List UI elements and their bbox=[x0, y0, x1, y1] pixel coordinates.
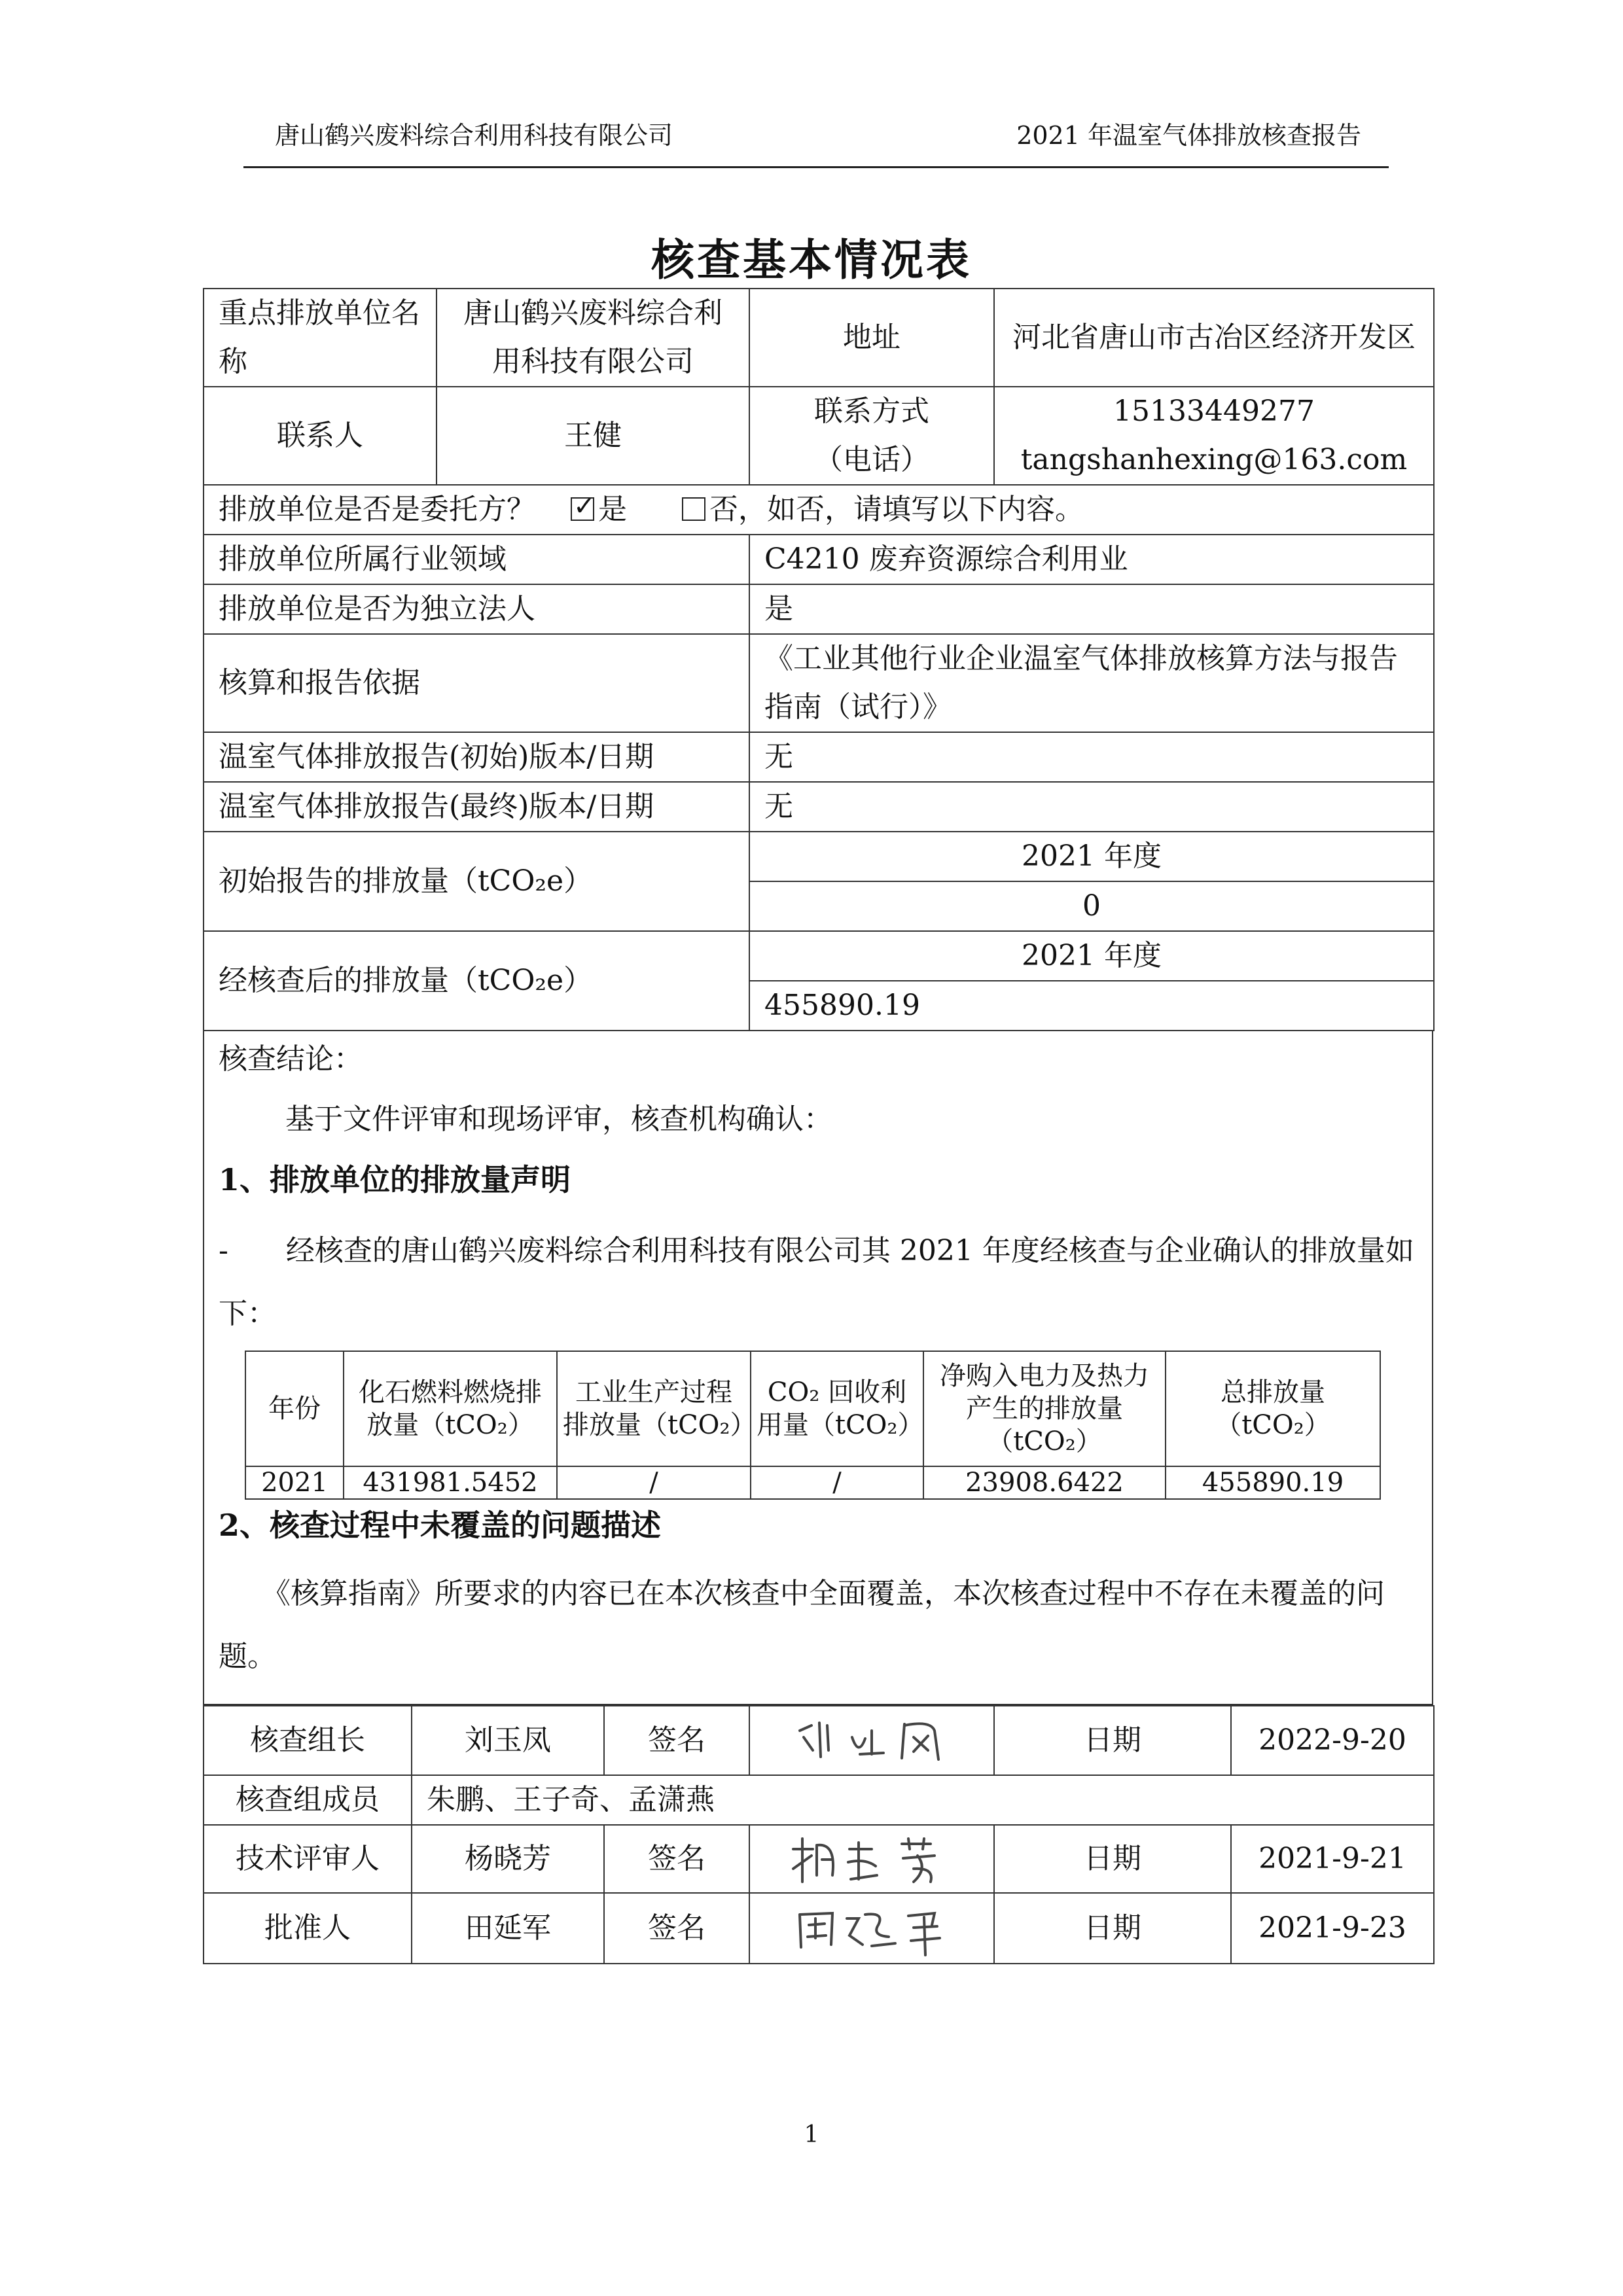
initial-value: 0 bbox=[749, 881, 1434, 931]
basis-value: 《工业其他行业企业温室气体排放核算方法与报告指南（试行）》 bbox=[749, 634, 1434, 732]
approver-date: 2021-9-23 bbox=[1231, 1893, 1434, 1964]
address-value: 河北省唐山市古冶区经济开发区 bbox=[994, 289, 1434, 387]
initial-year: 2021 年度 bbox=[749, 832, 1434, 881]
col-co2-recovery: CO₂ 回收利用量（tCO₂） bbox=[751, 1351, 923, 1466]
table-row bbox=[204, 732, 1434, 782]
table-row bbox=[204, 535, 1434, 584]
col-process: 工业生产过程排放量（tCO₂） bbox=[557, 1351, 751, 1466]
approver-signature bbox=[749, 1893, 994, 1964]
reviewer-signature bbox=[749, 1825, 994, 1893]
page-title: 核查基本情况表 bbox=[651, 234, 972, 285]
contact-details bbox=[994, 387, 1434, 485]
email-value: tangshanhexing@163.com bbox=[1020, 443, 1408, 476]
entrust-yes-label: 是 bbox=[598, 493, 627, 526]
entrust-no-label: 否，如否，请填写以下内容。 bbox=[709, 493, 1084, 526]
leader-date: 2022-9-20 bbox=[1231, 1706, 1434, 1775]
basis-label: 核算和报告依据 bbox=[204, 634, 749, 732]
entrust-row bbox=[204, 485, 1434, 535]
cell-process: / bbox=[557, 1466, 751, 1499]
initial-emission-label: 初始报告的排放量（tCO₂e） bbox=[204, 832, 749, 931]
unit-value: 唐山鹤兴废料综合利用科技有限公司 bbox=[437, 289, 749, 387]
table-row bbox=[204, 1825, 1434, 1893]
cell-total: 455890.19 bbox=[1166, 1466, 1380, 1499]
phone-value: 15133449277 bbox=[1113, 395, 1315, 428]
final-version-value: 无 bbox=[749, 782, 1434, 832]
table-row bbox=[204, 289, 1434, 387]
emission-table-header bbox=[245, 1351, 1380, 1466]
approver-name: 田延军 bbox=[412, 1893, 604, 1964]
handwritten-signature-icon bbox=[774, 1711, 970, 1770]
table-row bbox=[204, 387, 1434, 485]
table-row bbox=[204, 782, 1434, 832]
industry-label: 排放单位所属行业领域 bbox=[204, 535, 749, 584]
basic-info-table bbox=[203, 288, 1435, 1031]
reviewer-name: 杨晓芳 bbox=[412, 1825, 604, 1893]
date-label: 日期 bbox=[994, 1706, 1231, 1775]
reviewer-date: 2021-9-21 bbox=[1231, 1825, 1434, 1893]
table-row bbox=[204, 634, 1434, 732]
cell-electricity-heat: 23908.6422 bbox=[923, 1466, 1166, 1499]
phone-label-line2: （电话） bbox=[814, 443, 929, 476]
col-electricity-heat: 净购入电力及热力产生的排放量（tCO₂） bbox=[923, 1351, 1166, 1466]
conclusion-label: 核查结论： bbox=[219, 1042, 363, 1076]
col-total: 总排放量（tCO₂） bbox=[1166, 1351, 1380, 1466]
table-row bbox=[204, 931, 1434, 981]
signoff-table bbox=[203, 1705, 1435, 1964]
page-number: 1 bbox=[804, 2121, 819, 2148]
table-row bbox=[245, 1466, 1380, 1499]
sign-label: 签名 bbox=[604, 1893, 749, 1964]
cell-fossil: 431981.5452 bbox=[344, 1466, 557, 1499]
table-row bbox=[204, 1893, 1434, 1964]
conclusion-intro: 基于文件评审和现场评审，核查机构确认： bbox=[285, 1103, 832, 1136]
sign-label: 签名 bbox=[604, 1706, 749, 1775]
verified-year: 2021 年度 bbox=[749, 931, 1434, 981]
leader-name: 刘玉凤 bbox=[412, 1706, 604, 1775]
cell-co2-recovery: / bbox=[751, 1466, 923, 1499]
header-company: 唐山鹤兴废料综合利用科技有限公司 bbox=[275, 121, 673, 150]
table-row bbox=[204, 1775, 1434, 1825]
phone-label bbox=[749, 387, 994, 485]
date-label: 日期 bbox=[994, 1893, 1231, 1964]
emission-table bbox=[245, 1351, 1381, 1500]
contact-value: 王健 bbox=[437, 387, 749, 485]
contact-label: 联系人 bbox=[204, 387, 437, 485]
industry-value: C4210 废弃资源综合利用业 bbox=[749, 535, 1434, 584]
cell-year: 2021 bbox=[245, 1466, 344, 1499]
table-row bbox=[204, 485, 1434, 535]
address-label: 地址 bbox=[749, 289, 994, 387]
approver-label: 批准人 bbox=[204, 1893, 412, 1964]
table-row bbox=[204, 832, 1434, 881]
leader-signature bbox=[749, 1706, 994, 1775]
phone-label-line1: 联系方式 bbox=[814, 395, 929, 428]
unit-label: 重点排放单位名称 bbox=[204, 289, 437, 387]
final-version-label: 温室气体排放报告(最终)版本/日期 bbox=[204, 782, 749, 832]
initial-version-value: 无 bbox=[749, 732, 1434, 782]
initial-version-label: 温室气体排放报告(初始)版本/日期 bbox=[204, 732, 749, 782]
table-row bbox=[204, 1706, 1434, 1775]
handwritten-signature-icon bbox=[774, 1899, 970, 1958]
legal-value: 是 bbox=[749, 584, 1434, 634]
leader-label: 核查组长 bbox=[204, 1706, 412, 1775]
header-report-title: 2021 年温室气体排放核查报告 bbox=[1016, 121, 1361, 150]
col-year: 年份 bbox=[245, 1351, 344, 1466]
coverage-statement: 《核算指南》所要求的内容已在本次核查中全面覆盖，本次核查过程中不存在未覆盖的问题。 bbox=[219, 1577, 1385, 1673]
conclusion-section bbox=[203, 1031, 1433, 1705]
legal-label: 排放单位是否为独立法人 bbox=[204, 584, 749, 634]
checkbox-yes-icon bbox=[571, 497, 594, 521]
header-rule bbox=[243, 166, 1389, 168]
reviewer-label: 技术评审人 bbox=[204, 1825, 412, 1893]
section2-heading: 2、核查过程中未覆盖的问题描述 bbox=[219, 1508, 662, 1543]
verification-form bbox=[203, 288, 1433, 1975]
handwritten-signature-icon bbox=[774, 1829, 970, 1888]
sign-label: 签名 bbox=[604, 1825, 749, 1893]
section1-heading: 1、排放单位的排放量声明 bbox=[219, 1162, 571, 1197]
entrust-question: 排放单位是否是委托方？ bbox=[219, 493, 535, 526]
date-label: 日期 bbox=[994, 1825, 1231, 1893]
verified-value: 455890.19 bbox=[749, 981, 1434, 1031]
verified-emission-label: 经核查后的排放量（tCO₂e） bbox=[204, 931, 749, 1031]
members-label: 核查组成员 bbox=[204, 1775, 412, 1825]
emission-statement: - 经核查的唐山鹤兴废料综合利用科技有限公司其 2021 年度经核查与企业确认的排放量如下： bbox=[219, 1234, 1414, 1330]
checkbox-no-icon bbox=[682, 497, 705, 521]
col-fossil: 化石燃料燃烧排放量（tCO₂） bbox=[344, 1351, 557, 1466]
table-row bbox=[204, 584, 1434, 634]
members-value: 朱鹏、王子奇、孟潇燕 bbox=[412, 1775, 1434, 1825]
